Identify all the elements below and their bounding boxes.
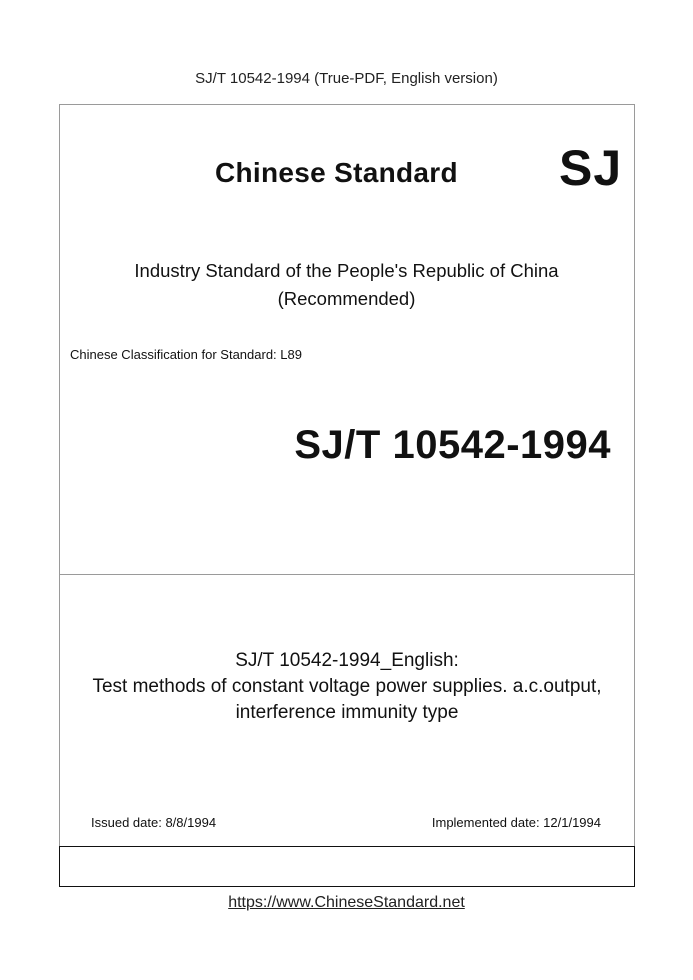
website-link[interactable]: https://www.ChineseStandard.net — [228, 894, 465, 911]
page-title: SJ/T 10542-1994 (True-PDF, English version) — [195, 70, 498, 87]
document-title-line-2: Test methods of constant voltage power supplies. a.c.output, — [92, 676, 602, 697]
industry-line-2: (Recommended) — [277, 288, 416, 309]
cover-frame — [59, 104, 635, 887]
bottom-box — [59, 846, 635, 887]
document-title-line-3: interference immunity type — [235, 702, 459, 723]
classification: Chinese Classification for Standard: L89 — [70, 347, 302, 362]
industry-statement — [0, 257, 693, 313]
industry-line-1: Industry Standard of the People's Republic of China — [134, 260, 559, 281]
document-title-line-1: SJ/T 10542-1994_English: — [235, 650, 459, 671]
standard-number: SJ/T 10542-1994 — [294, 423, 611, 467]
document-title — [59, 648, 635, 726]
implemented-date: Implemented date: 12/1/1994 — [431, 815, 601, 830]
section-divider — [59, 574, 635, 575]
standard-mark: SJ — [559, 140, 623, 196]
issued-date: Issued date: 8/8/1994 — [91, 815, 217, 830]
cover-heading: Chinese Standard — [215, 157, 458, 188]
